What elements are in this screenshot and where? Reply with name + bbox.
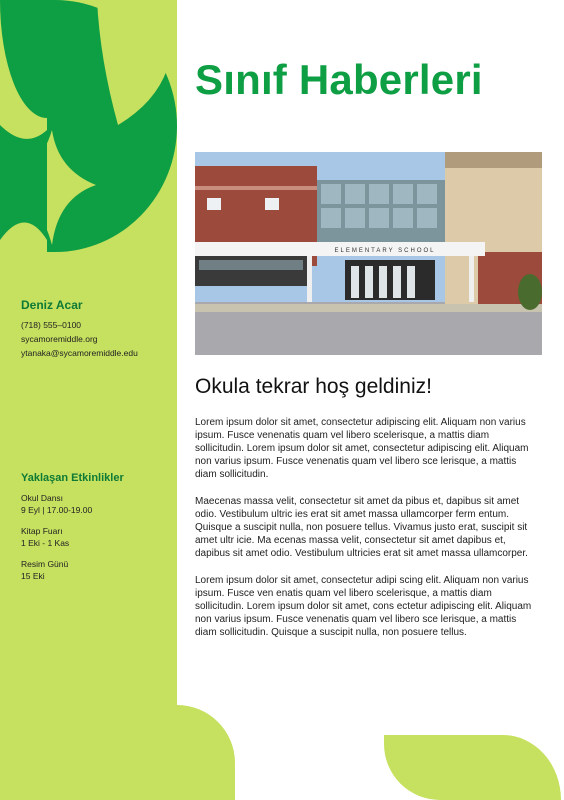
welcome-headline: Okula tekrar hoş geldiniz! [195, 375, 432, 398]
article-body [195, 416, 538, 653]
contact-email[interactable]: ytanaka@sycamoremiddle.edu [21, 348, 138, 358]
event-date: 15 Eki [21, 571, 45, 581]
newsletter-title: Sınıf Haberleri [195, 56, 483, 103]
article-paragraph: Lorem ipsum dolor sit amet, consectetur adipi scing elit. Aliquam non varius ipsum. Fusce ven enatis quam vel libero scelerisque, a mattis diam sollicitudin. Lorem ipsum dolor sit amet, cons ectetur adipiscing elit. Aliquam non varius ipsum. Fusce venenatis quam vel libero sce lerisque, a mattis diam sollicitudin. Quisque a suscipit nulla, non posuere tellus. [195, 575, 532, 638]
contact-website[interactable]: sycamoremiddle.org [21, 334, 98, 344]
upcoming-events [21, 472, 171, 591]
event-name: Resim Günü [21, 559, 69, 569]
contact-name: Deniz Acar [21, 298, 83, 312]
event-date: 9 Eyl | 17.00-19.00 [21, 505, 93, 515]
event-name: Kitap Fuarı [21, 526, 63, 536]
event-item [21, 492, 171, 516]
event-item [21, 558, 171, 582]
building-sign: ELEMENTARY SCHOOL [334, 248, 436, 254]
article-paragraph: Lorem ipsum dolor sit amet, consectetur adipiscing elit. Aliquam non varius ipsum. Fusce venenatis quam vel libero scelerisque, a mattis diam sollicitudin. Lorem ipsum dolor sit amet, consectetur adipiscing elit. Aliquam non varius ipsum. Fusce venenatis quam vel libero sce lerisque, a mattis diam sollicitudin. [195, 417, 529, 480]
article-paragraph: Maecenas massa velit, consectetur sit amet da pibus et, dapibus sit amet odio. Vestibulum ultric ies erat sit amet massa ullamcorper ferm entum. Quisque a suscipit nulla, non posuere tellus. Vivamus justo erat, suscipit sit amet ultr icie. Ma ecenas massa velit, consectetur sit amet dapibus et, dapibus sit amet odio. Vestibulum ultricies erat sit amet massa ullamcorper. [195, 496, 528, 559]
school-photo [195, 152, 542, 355]
events-title: Yaklaşan Etkinlikler [21, 472, 124, 484]
contact-phone: (718) 555–0100 [21, 320, 82, 330]
event-name: Okul Dansı [21, 493, 64, 503]
decorative-shapes-top [0, 0, 177, 252]
event-item [21, 525, 171, 549]
contact-block [21, 298, 171, 362]
event-date: 1 Eki - 1 Kas [21, 538, 70, 548]
